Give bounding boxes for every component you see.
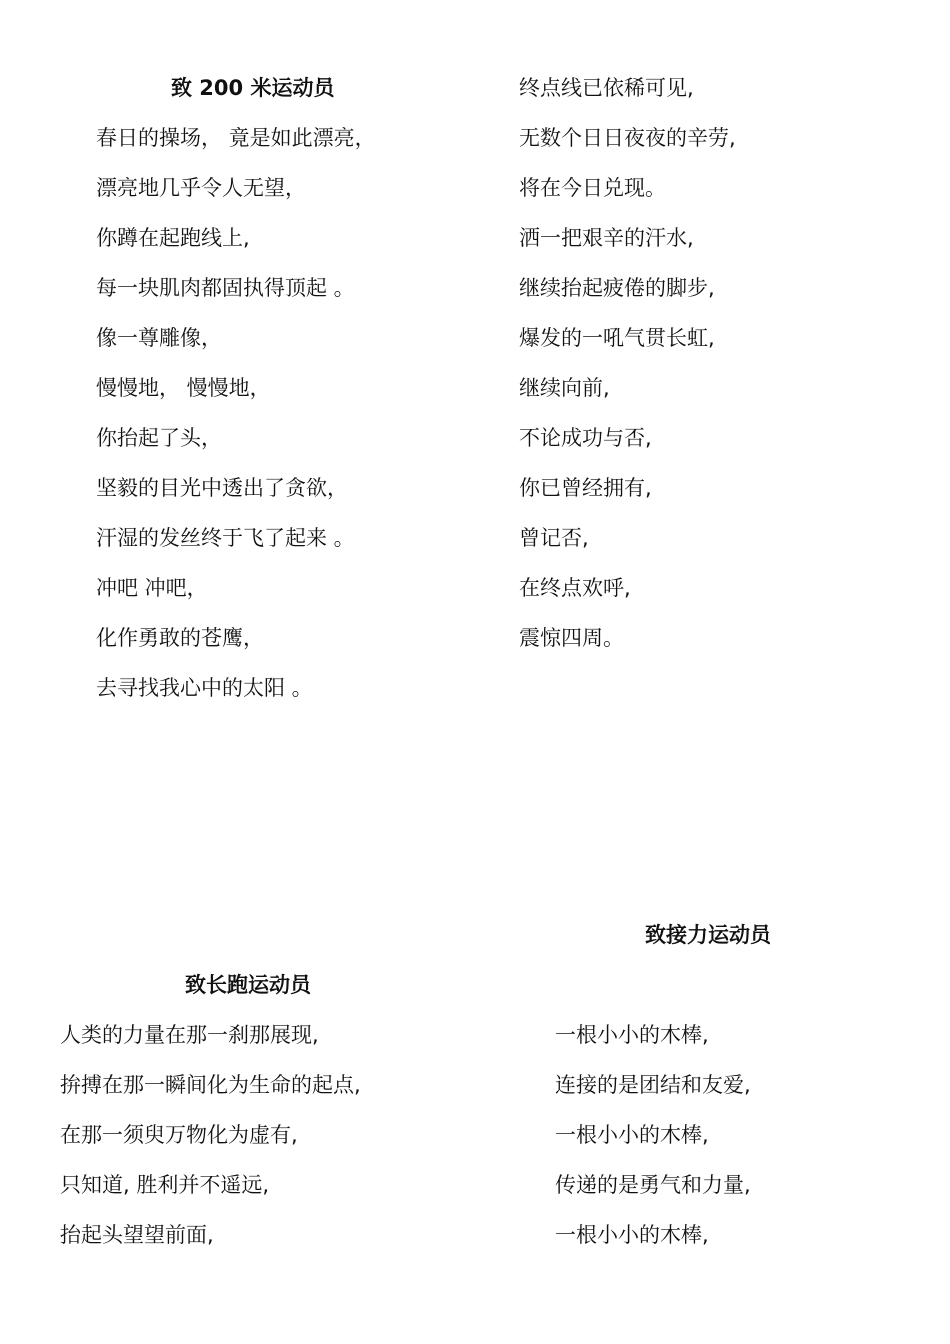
poem-line: 终点线已依稀可见, — [519, 76, 694, 100]
poem-line: 坚毅的目光中透出了贪欲， — [96, 476, 348, 500]
poem-line: 继续向前, — [519, 376, 610, 400]
poem-line: 将在今日兑现。 — [519, 176, 666, 200]
poem-title: 致长跑运动员 — [185, 973, 311, 997]
poem-line: 漂亮地几乎令人无望， — [96, 176, 306, 200]
poem-line: 你蹲在起跑线上, — [96, 226, 250, 250]
poem-line: 一根小小的木棒, — [555, 1023, 709, 1047]
poem-line: 春日的操场， 竟是如此漂亮， — [96, 126, 376, 150]
poem-line: 抬起头望望前面, — [60, 1223, 214, 1247]
poem-line: 冲吧 冲吧， — [96, 576, 208, 600]
poem-line: 化作勇敢的苍鹰， — [96, 626, 264, 650]
poem-line: 像一尊雕像， — [96, 326, 222, 350]
poem-line: 汗湿的发丝终于飞了起来 。 — [96, 526, 355, 550]
poem-title: 致 200 米运动员 — [171, 76, 335, 100]
poem-line: 只知道, 胜利并不遥远, — [60, 1173, 270, 1197]
poem-line: 一根小小的木棒, — [555, 1223, 709, 1247]
poem-line: 一根小小的木棒, — [555, 1123, 709, 1147]
poem-line: 在终点欢呼, — [519, 576, 631, 600]
poem-line: 你抬起了头， — [96, 426, 222, 450]
poem-line: 爆发的一吼气贯长虹, — [519, 326, 715, 350]
poem-line: 不论成功与否, — [519, 426, 652, 450]
poem-line: 在那一须臾万物化为虚有, — [60, 1123, 298, 1147]
poem-line: 连接的是团结和友爱, — [555, 1073, 751, 1097]
poem-line: 慢慢地， 慢慢地， — [96, 376, 271, 400]
poem-line: 你已曾经拥有, — [519, 476, 652, 500]
poem-line: 去寻找我心中的太阳 。 — [96, 676, 313, 700]
poem-line: 拚搏在那一瞬间化为生命的起点, — [60, 1073, 361, 1097]
poem-line: 传递的是勇气和力量, — [555, 1173, 751, 1197]
poem-line: 无数个日日夜夜的辛劳, — [519, 126, 736, 150]
poem-line: 人类的力量在那一刹那展现, — [60, 1023, 319, 1047]
poem-line: 每一块肌肉都固执得顶起 。 — [96, 276, 355, 300]
poem-line: 洒一把艰辛的汗水, — [519, 226, 694, 250]
poem-line: 继续抬起疲倦的脚步, — [519, 276, 715, 300]
poem-line: 震惊四周。 — [519, 626, 624, 650]
poem-line: 曾记否, — [519, 526, 589, 550]
poem-title: 致接力运动员 — [645, 923, 771, 947]
